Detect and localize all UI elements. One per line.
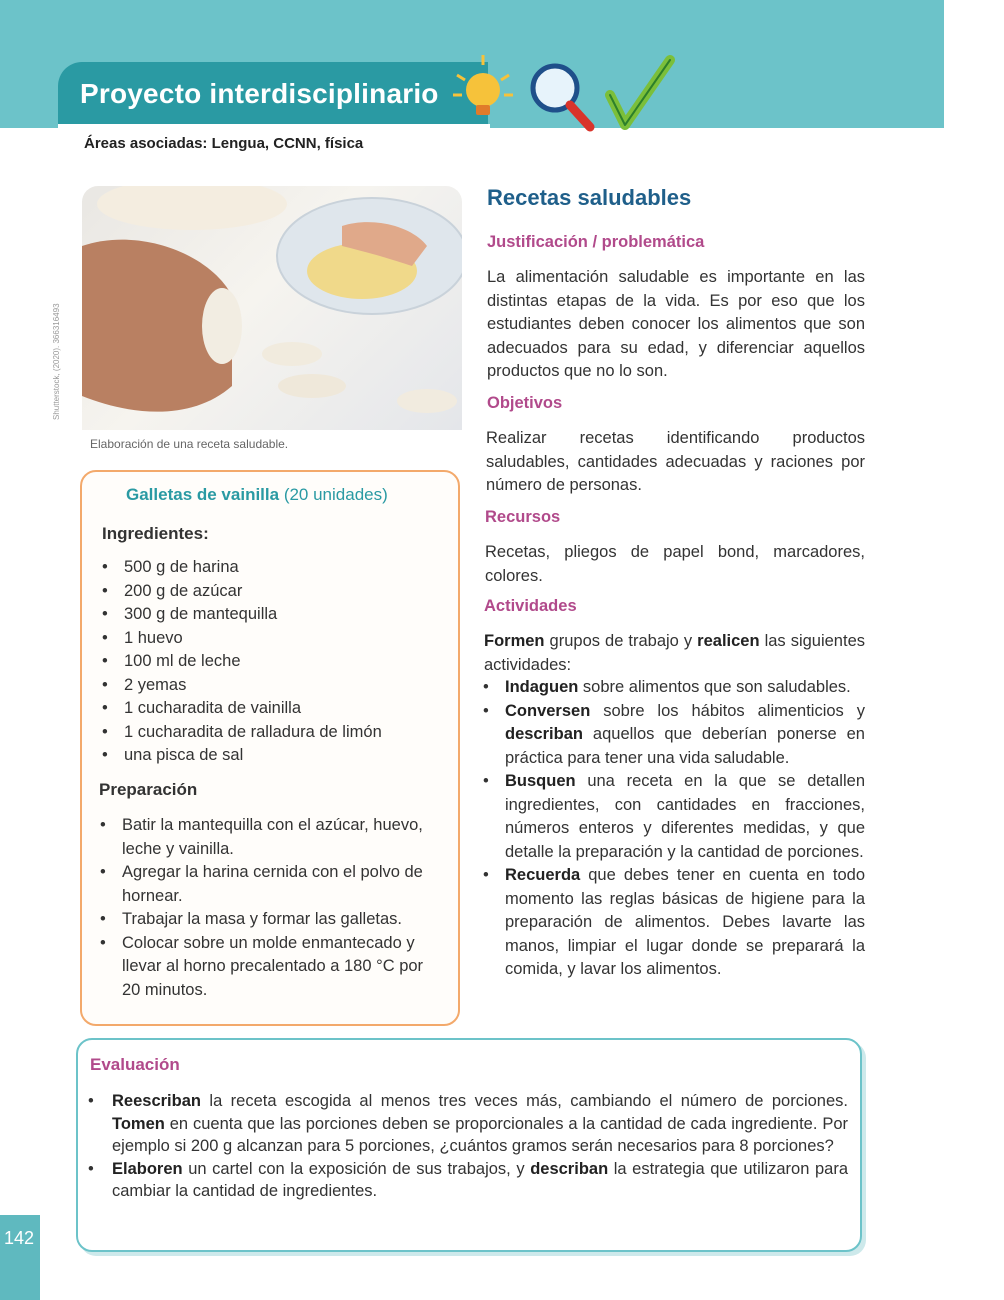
evaluation-verb-2: describan xyxy=(530,1159,609,1178)
evaluation-text: la receta escogida al menos tres veces más, cambiando el número de porciones. xyxy=(200,1092,848,1110)
activity-verb: Conversen xyxy=(505,701,591,720)
areas-label: Áreas asociadas: Lengua, CCNN, física xyxy=(84,135,364,152)
activities-intro xyxy=(484,630,865,677)
activity-text: que debes tener en cuenta en todo momento las reglas básicas de higiene para la preparación de alimentos. Debes lavarte las manos, limpiar el lugar donde se preparará la comida, y lavar los alimentos. xyxy=(505,866,865,978)
activities-heading: Actividades xyxy=(484,597,577,615)
objectives-text: Realizar recetas identificando productos saludables, cantidades adecuadas y raciones por número de personas. xyxy=(486,429,865,494)
activities-intro-verb1: Formen xyxy=(484,632,545,650)
preparation-step: • Agregar la harina cernida con el polvo de hornear. xyxy=(100,861,430,908)
activities-intro-text2: las siguientes actividades: xyxy=(484,632,865,674)
justification-text: La alimentación saludable es importante en las distintas etapas de la vida. Es por eso que los estudiantes deben conocer los alimentos que son adecuados para su edad, y diferenciar aquellos productos que no lo son. xyxy=(487,268,865,380)
evaluation-item xyxy=(88,1090,848,1158)
activity-text: una receta en la que se detallen ingredientes, con cantidades en fracciones, números enteros y diferentes medidas, y que detalle la preparación y la cantidad de porciones. xyxy=(505,772,865,861)
lightbulb-icon xyxy=(453,55,513,115)
activity-verb: Recuerda xyxy=(505,866,581,884)
activity-item xyxy=(483,864,865,982)
preparation-step: • Batir la mantequilla con el azúcar, huevo, leche y vainilla. xyxy=(100,814,430,861)
preparation-heading: Preparación xyxy=(99,780,198,799)
preparation-list xyxy=(100,814,430,1002)
objectives-heading: Objetivos xyxy=(487,394,563,412)
activity-verb: Busquen xyxy=(505,772,576,790)
evaluation-list xyxy=(88,1090,848,1203)
evaluation-item xyxy=(88,1158,848,1203)
activity-item xyxy=(483,700,865,771)
evaluation-verb-2: Tomen xyxy=(112,1114,165,1133)
ingredient-item: • 1 cucharadita de ralladura de limón xyxy=(102,721,442,745)
ingredient-item: • 500 g de harina xyxy=(102,556,442,580)
activities-intro-text1: grupos de trabajo y xyxy=(544,632,698,650)
recipe-units: (20 unidades) xyxy=(283,485,388,504)
recipe-title xyxy=(126,485,388,505)
left-margin xyxy=(0,128,40,1300)
recipe-name: Galletas de vainilla xyxy=(126,485,280,504)
evaluation-text-2: la estrategia que utilizaron para cambiar la cantidad de ingredientes. xyxy=(112,1159,848,1200)
ingredient-item: • 2 yemas xyxy=(102,674,442,698)
evaluation-text-2: en cuenta que las porciones deben se proporcionales a la cantidad de cada ingrediente. Por ejemplo si 200 g alcanzan para 5 porciones, ¿cuántos gramos serán necesarios para 8 porciones? xyxy=(112,1114,848,1155)
header-icons xyxy=(425,45,695,140)
evaluation-verb: Elaboren xyxy=(112,1159,183,1178)
photo-caption: Elaboración de una receta saludable. xyxy=(90,437,289,451)
section-title: Recetas saludables xyxy=(487,185,692,210)
page-number: 142 xyxy=(4,1228,35,1248)
activity-item xyxy=(483,676,865,700)
activity-item xyxy=(483,770,865,864)
activities-intro-verb2: realicen xyxy=(697,632,760,650)
evaluation-text: un cartel con la exposición de sus trabajos, y xyxy=(182,1159,531,1178)
photo-credit: Shutterstock, (2020). 366316493 xyxy=(52,303,61,420)
cooking-photo xyxy=(82,186,462,430)
ingredient-item: • una pisca de sal xyxy=(102,744,442,768)
ingredient-item: • 100 ml de leche xyxy=(102,650,442,674)
activity-text: sobre los hábitos alimenticios y xyxy=(590,701,865,720)
resources-text: Recetas, pliegos de papel bond, marcadores, colores. xyxy=(485,543,865,585)
activity-verb-2: describan xyxy=(505,725,583,743)
ingredient-item: • 300 g de mantequilla xyxy=(102,603,442,627)
activities-list xyxy=(483,676,865,982)
resources-heading: Recursos xyxy=(485,508,561,526)
right-margin xyxy=(944,0,1004,1300)
activity-verb: Indaguen xyxy=(505,678,579,696)
preparation-step: • Trabajar la masa y formar las galletas. xyxy=(100,908,430,932)
evaluation-verb: Reescriban xyxy=(112,1092,201,1110)
checkmark-icon xyxy=(610,60,670,125)
activity-text-2: aquellos que deberían ponerse en práctica para tener una vida saludable. xyxy=(505,725,865,767)
magnifier-icon xyxy=(533,66,590,127)
ingredient-item: • 1 cucharadita de vainilla xyxy=(102,697,442,721)
preparation-step: • Colocar sobre un molde enmantecado y llevar al horno precalentado a 180 °C por 20 minutos. xyxy=(100,932,430,1003)
justification-heading: Justificación / problemática xyxy=(487,233,705,251)
evaluation-heading: Evaluación xyxy=(90,1055,180,1074)
page-title: Proyecto interdisciplinario xyxy=(80,78,439,109)
ingredients-list xyxy=(102,556,442,768)
ingredients-heading: Ingredientes: xyxy=(102,524,209,543)
activity-text: sobre alimentos que son saludables. xyxy=(578,678,851,696)
ingredient-item: • 200 g de azúcar xyxy=(102,580,442,604)
ingredient-item: • 1 huevo xyxy=(102,627,442,651)
